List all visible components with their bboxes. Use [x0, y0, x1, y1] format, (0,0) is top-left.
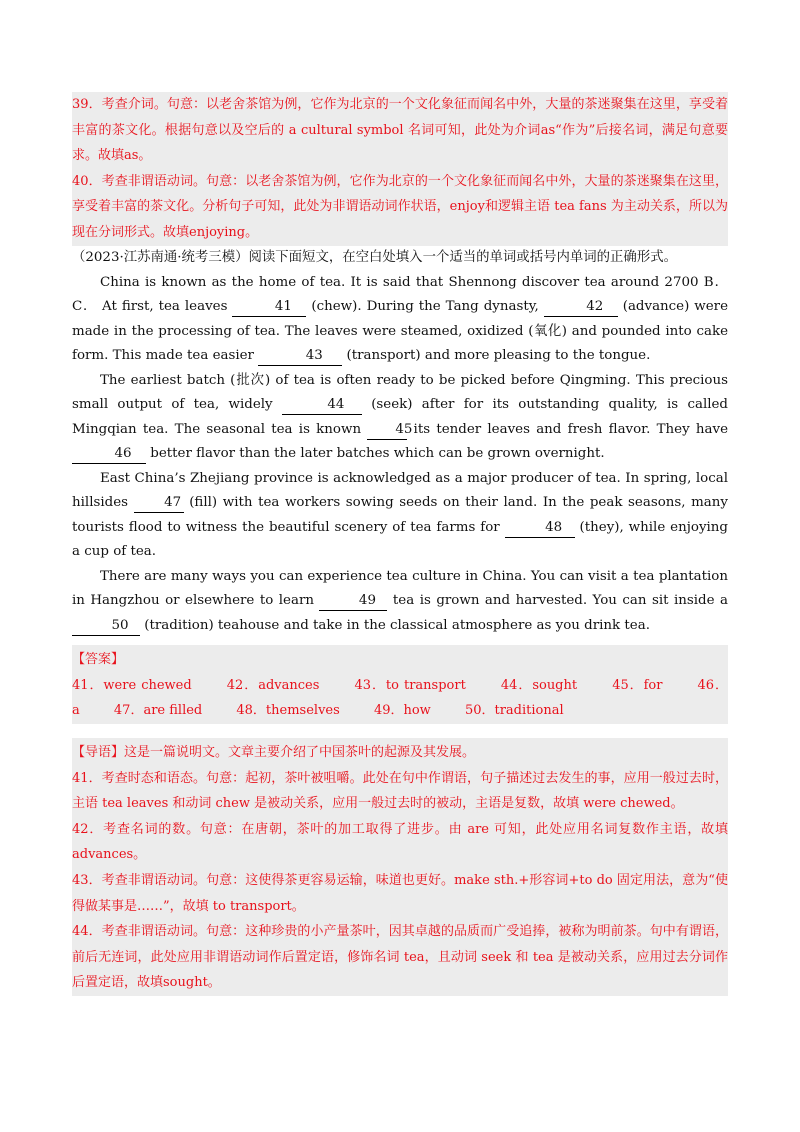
answer-block [72, 645, 728, 724]
blank-41: 41 [232, 298, 306, 317]
explanation-42: 42．考查名词的数。句意：在唐朝，茶叶的加工取得了进步。由 are 可知，此处应用名词复数作主语，故填advances。 [72, 821, 728, 863]
passage-intro: （2023·江苏南通·统考三模）阅读下面短文，在空白处填入一个适当的单词或括号内单词的正确形式。 [72, 250, 677, 265]
guide-summary: 【导语】这是一篇说明文。文章主要介绍了中国茶叶的起源及其发展。 [72, 745, 476, 760]
blank-46: 46 [72, 445, 146, 464]
answer-list [72, 673, 728, 724]
blank-49: 49 [319, 592, 387, 611]
explanation-39: 39．考查介词。句意：以老舍茶馆为例，它作为北京的一个文化象征而闻名中外，大量的茶迷聚集在这里，享受着丰富的茶文化。根据句意以及空后的 a cultural symbol 名词可知，此处为介词as“作为”后接名词，满足句意要求。故填as。 [72, 97, 728, 164]
blank-42: 42 [544, 298, 618, 317]
answer-50: 50．traditional [464, 703, 564, 719]
explanation-40: 40．考查非谓语动词。句意：以老舍茶馆为例，它作为北京的一个文化象征而闻名中外，大量的茶迷聚集在这里，享受着丰富的茶文化。分析句子可知，此处为非谓语动词作状语，enjoy和逻辑主语 tea fans 为主动关系，所以为现在分词形式。故填enjoying。 [72, 173, 728, 240]
explanation-block-top [72, 92, 728, 246]
passage-paragraph-2: The earliest batch (批次) of tea is often ready to be picked before Qingming. This precious small output of tea, widely 44 (seek) after for its outstanding quality, is called Mingqian tea. The seasonal tea is known 45 its tender leaves and fresh flavor. They have 46 better flavor than the later batches which can be grown overnight. [72, 369, 728, 467]
passage-paragraph-1: China is known as the home of tea. It is said that Shennong discover tea around 2700 B．C． At first, tea leaves 41 (chew). During the Tang dynasty, 42 (advance) were made in the processing of tea. The leaves were steamed, oxidized (氧化) and pounded into cake form. This made tea easier 43 (transport) and more pleasing to the tongue. [72, 271, 728, 369]
passage-paragraph-3: East China’s Zhejiang province is acknowledged as a major producer of tea. In spring, local hillsides 47 (fill) with tea workers sowing seeds on their land. In the peak seasons, many tourists flood to witness the beautiful scenery of tea farms for 48 (they), while enjoying a cup of tea. [72, 470, 728, 559]
answer-45: 45．for [612, 677, 663, 693]
blank-50: 50 [72, 617, 140, 636]
blank-44: 44 [282, 396, 362, 415]
answer-label: 【答案】 [72, 652, 125, 667]
explanation-41: 41．考查时态和语态。句意：起初，茶叶被咀嚼。此处在句中作谓语，句子描述过去发生的事，应用一般过去时，主语 tea leaves 和动词 chew 是被动关系，应用一般过去时的被动，主语是复数，故填 were chewed。 [72, 770, 728, 812]
answer-44: 44．sought [500, 677, 578, 693]
answer-46: 46．a [72, 677, 729, 719]
answer-43: 43．to transport [354, 677, 466, 693]
passage-paragraph-4: There are many ways you can experience tea culture in China. You can visit a tea plantation in Hangzhou or elsewhere to learn 49 tea is grown and harvested. You can sit inside a 50 (tradition) teahouse and take in the classical atmosphere as you drink tea. [72, 565, 728, 639]
answer-42: 42．advances [226, 677, 320, 693]
blank-48: 48 [505, 519, 575, 538]
explanation-block-bottom [72, 738, 728, 996]
explanation-44: 44．考查非谓语动词。句意：这种珍贵的小产量茶叶，因其卓越的品质而广受追捧，被称为明前茶。句中有谓语，前后无连词，此处应用非谓语动词作后置定语，修饰名词 tea，且动词 seek 和 tea 是被动关系，应用过去分词作后置定语，故填sought。 [72, 924, 728, 991]
answer-41: 41．were chewed [72, 677, 192, 693]
blank-47: 47 [134, 494, 184, 513]
answer-48: 48．themselves [236, 703, 340, 719]
answer-47: 47．are filled [113, 703, 203, 719]
reading-passage [72, 246, 728, 638]
blank-43: 43 [258, 347, 342, 366]
answer-49: 49．how [373, 703, 431, 719]
blank-45: 45 [367, 421, 407, 440]
explanation-43: 43．考查非谓语动词。句意：这使得茶更容易运输，味道也更好。make sth.+形容词+to do 固定用法，意为“使得做某事是……”，故填 to transport。 [72, 872, 728, 914]
